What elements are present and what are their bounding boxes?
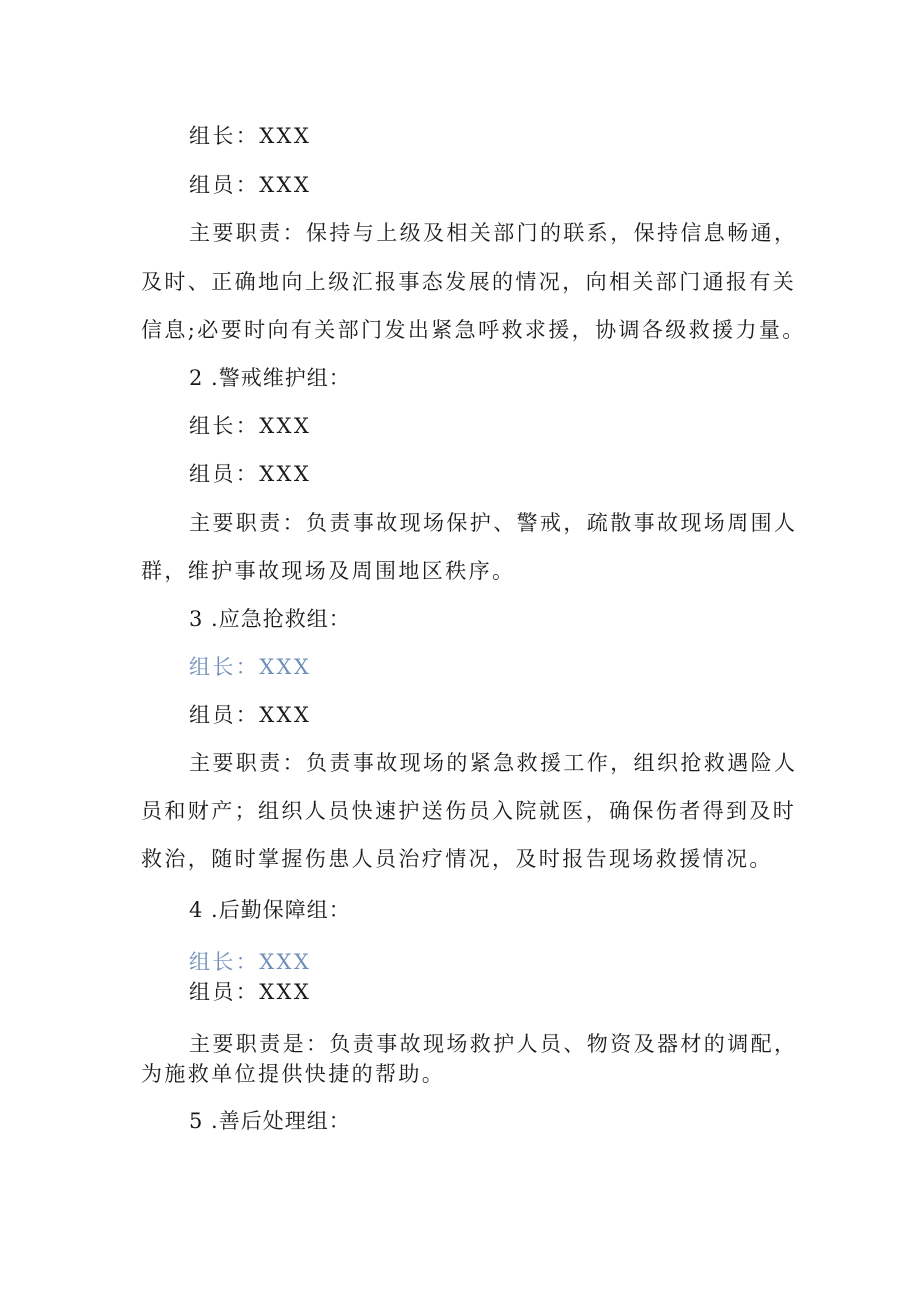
- group-member-line: 组员：XXX: [189, 980, 312, 1004]
- section-heading-rescue-group: 3 .应急抢救组：: [189, 607, 351, 631]
- section-heading-security-group: 2 .警戒维护组：: [189, 366, 351, 390]
- duties-paragraph-line: 主要职责：保持与上级及相关部门的联系，保持信息畅通，: [189, 221, 798, 245]
- group-member-line: 组员：XXX: [189, 173, 312, 197]
- group-member-line: 组员：XXX: [189, 462, 312, 486]
- duties-paragraph-line: 主要职责：负责事故现场的紧急救援工作，组织抢救遇险人: [189, 751, 798, 775]
- duties-paragraph-line: 主要职责是：负责事故现场救护人员、物资及器材的调配，: [189, 1032, 798, 1056]
- duties-paragraph-line: 主要职责：负责事故现场保护、警戒，疏散事故现场周围人: [189, 511, 798, 535]
- duties-paragraph-line: 信息;必要时向有关部门发出紧急呼救求援，协调各级救援力量。: [141, 318, 806, 342]
- section-heading-logistics-group: 4 .后勤保障组：: [189, 898, 351, 922]
- duties-paragraph-line: 为施救单位提供快捷的帮助。: [141, 1062, 446, 1086]
- group-leader-line: 组长：XXX: [189, 414, 312, 438]
- duties-paragraph-line: 救治，随时掌握伤患人员治疗情况，及时报告现场救援情况。: [141, 847, 773, 871]
- section-heading-aftermath-group: 5 .善后处理组：: [189, 1109, 351, 1133]
- duties-paragraph-line: 员和财产；组织人员快速护送伤员入院就医，确保伤者得到及时: [141, 799, 797, 823]
- duties-paragraph-line: 群，维护事故现场及周围地区秩序。: [141, 559, 516, 583]
- group-leader-line: 组长：XXX: [189, 124, 312, 148]
- group-leader-line-highlighted: 组长：XXX: [189, 655, 312, 679]
- duties-paragraph-line: 及时、正确地向上级汇报事态发展的情况，向相关部门通报有关: [141, 270, 797, 294]
- group-member-line: 组员：XXX: [189, 703, 312, 727]
- group-leader-line-highlighted: 组长：XXX: [189, 950, 312, 974]
